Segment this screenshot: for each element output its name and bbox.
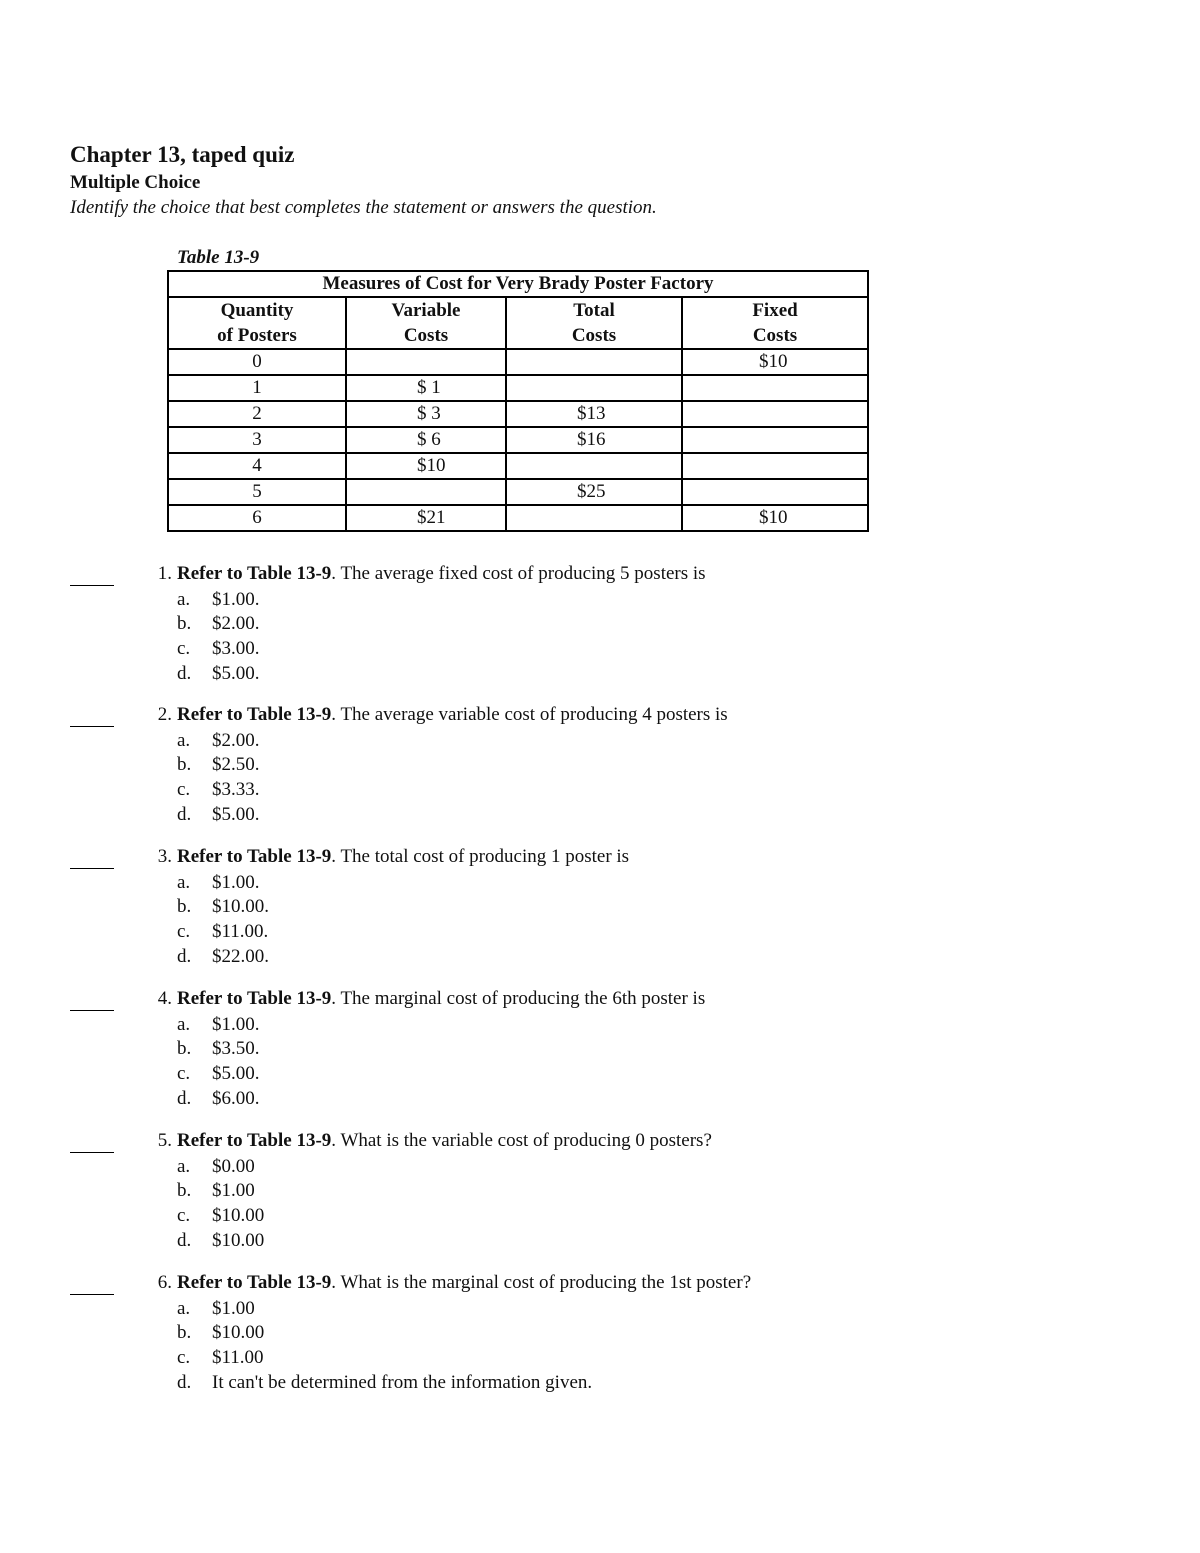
choice-list bbox=[177, 1013, 260, 1112]
table-row bbox=[168, 479, 868, 505]
section-heading: Multiple Choice bbox=[70, 172, 201, 193]
choice-text: $6.00. bbox=[212, 1087, 260, 1109]
choice-text: $10.00 bbox=[212, 1229, 265, 1251]
choice-text: $2.00. bbox=[212, 729, 260, 751]
column-header-line: Variable bbox=[391, 300, 461, 321]
column-header-line: Fixed bbox=[752, 300, 798, 321]
table-cell: $ 3 bbox=[346, 401, 506, 427]
table-cell bbox=[346, 349, 506, 375]
choice-text: $10.00. bbox=[212, 896, 269, 918]
choice-letter: c. bbox=[177, 638, 191, 660]
choice-letter: d. bbox=[177, 1371, 192, 1393]
answer-blank[interactable] bbox=[70, 1272, 114, 1295]
question-text: . What is the variable cost of producing 0 posters? bbox=[331, 1130, 712, 1151]
answer-choice bbox=[177, 612, 260, 637]
choice-text: $11.00. bbox=[212, 921, 269, 943]
question-reference: Refer to Table 13-9 bbox=[177, 563, 332, 584]
answer-choice bbox=[177, 1346, 592, 1371]
question-reference: Refer to Table 13-9 bbox=[177, 846, 332, 867]
answer-choice bbox=[177, 1062, 260, 1087]
choice-list bbox=[177, 1155, 264, 1254]
question-number: 4. bbox=[157, 988, 172, 1009]
answer-blank[interactable] bbox=[70, 1130, 114, 1153]
table-cell bbox=[506, 505, 682, 531]
choice-text: $1.00. bbox=[212, 588, 260, 610]
choice-text: $3.50. bbox=[212, 1038, 260, 1060]
choice-letter: c. bbox=[177, 1063, 191, 1085]
table-cell: $ 1 bbox=[346, 375, 506, 401]
page-title: Chapter 13, taped quiz bbox=[70, 142, 295, 167]
table-header-row bbox=[168, 297, 868, 349]
answer-choice bbox=[177, 1297, 592, 1322]
answer-choice bbox=[177, 637, 260, 662]
choice-letter: d. bbox=[177, 945, 192, 967]
table-cell: $ 6 bbox=[346, 427, 506, 453]
column-header-line: Costs bbox=[403, 325, 449, 346]
question-stem bbox=[177, 846, 629, 868]
answer-choice bbox=[177, 1204, 264, 1229]
column-header bbox=[682, 297, 868, 349]
choice-text: $2.00. bbox=[212, 613, 260, 635]
answer-blank[interactable] bbox=[70, 846, 114, 869]
table-cell: $25 bbox=[506, 479, 682, 505]
table-cell: 3 bbox=[168, 427, 346, 453]
choice-letter: c. bbox=[177, 779, 191, 801]
table-body bbox=[168, 349, 868, 531]
choice-list bbox=[177, 871, 269, 970]
question-text: . The average variable cost of producing 4 posters is bbox=[331, 704, 728, 725]
choice-letter: d. bbox=[177, 662, 192, 684]
choice-text: $10.00 bbox=[212, 1205, 265, 1227]
answer-choice bbox=[177, 662, 260, 687]
table-row bbox=[168, 427, 868, 453]
table-caption-row bbox=[168, 271, 868, 297]
question-number: 5. bbox=[157, 1130, 172, 1151]
question-reference: Refer to Table 13-9 bbox=[177, 988, 332, 1009]
answer-choice bbox=[177, 729, 260, 754]
table-cell: $21 bbox=[346, 505, 506, 531]
choice-text: $1.00 bbox=[212, 1297, 255, 1319]
table-cell bbox=[682, 375, 868, 401]
table-cell: $10 bbox=[682, 505, 868, 531]
choice-letter: a. bbox=[177, 871, 191, 893]
answer-blank[interactable] bbox=[70, 563, 114, 586]
choice-letter: a. bbox=[177, 729, 191, 751]
table-cell: 6 bbox=[168, 505, 346, 531]
choice-letter: b. bbox=[177, 1180, 192, 1202]
table-row bbox=[168, 349, 868, 375]
column-header-line: of Posters bbox=[217, 325, 297, 346]
table-cell: 0 bbox=[168, 349, 346, 375]
column-header bbox=[506, 297, 682, 349]
choice-text: $11.00 bbox=[212, 1347, 264, 1369]
question-stem bbox=[177, 563, 706, 585]
column-header-line: Total bbox=[573, 300, 615, 321]
answer-choice bbox=[177, 1087, 260, 1112]
table-row bbox=[168, 401, 868, 427]
column-header-line: Costs bbox=[752, 325, 798, 346]
choice-text: $22.00. bbox=[212, 945, 269, 967]
choice-text: $10.00 bbox=[212, 1322, 265, 1344]
column-header bbox=[168, 297, 346, 349]
choice-list bbox=[177, 1297, 592, 1396]
table-cell bbox=[506, 375, 682, 401]
answer-choice bbox=[177, 1371, 592, 1396]
question-number: 6. bbox=[157, 1272, 172, 1293]
choice-text: $0.00 bbox=[212, 1155, 255, 1177]
table-label: Table 13-9 bbox=[177, 247, 260, 268]
answer-choice bbox=[177, 1321, 592, 1346]
table-cell: 2 bbox=[168, 401, 346, 427]
table-cell bbox=[682, 401, 868, 427]
choice-letter: a. bbox=[177, 1013, 191, 1035]
table-cell bbox=[682, 479, 868, 505]
instructions: Identify the choice that best completes the statement or answers the question. bbox=[70, 197, 657, 218]
column-header-line: Costs bbox=[571, 325, 617, 346]
choice-text: $5.00. bbox=[212, 1063, 260, 1085]
question-stem bbox=[177, 704, 728, 726]
answer-blank[interactable] bbox=[70, 704, 114, 727]
choice-letter: a. bbox=[177, 1297, 191, 1319]
question-number: 1. bbox=[157, 563, 172, 584]
table-cell: $13 bbox=[506, 401, 682, 427]
question-stem bbox=[177, 1272, 751, 1294]
answer-choice bbox=[177, 753, 260, 778]
answer-choice bbox=[177, 871, 269, 896]
table-cell bbox=[506, 453, 682, 479]
question-text: . The total cost of producing 1 poster is bbox=[331, 846, 630, 867]
choice-letter: b. bbox=[177, 613, 192, 635]
choice-text: $5.00. bbox=[212, 803, 260, 825]
table-cell bbox=[506, 349, 682, 375]
choice-text: $5.00. bbox=[212, 662, 260, 684]
table-cell: $10 bbox=[682, 349, 868, 375]
table-cell bbox=[346, 479, 506, 505]
choice-text: $1.00 bbox=[212, 1180, 255, 1202]
choice-text: It can't be determined from the information given. bbox=[212, 1371, 593, 1393]
choice-text: $3.00. bbox=[212, 638, 260, 660]
table-cell: $10 bbox=[346, 453, 506, 479]
table-cell: $16 bbox=[506, 427, 682, 453]
choice-list bbox=[177, 588, 260, 687]
table-cell bbox=[682, 427, 868, 453]
answer-choice bbox=[177, 1229, 264, 1254]
question-number: 2. bbox=[157, 704, 172, 725]
answer-choice bbox=[177, 895, 269, 920]
column-header bbox=[346, 297, 506, 349]
choice-letter: c. bbox=[177, 1347, 191, 1369]
table-row bbox=[168, 375, 868, 401]
question-text: . The marginal cost of producing the 6th poster is bbox=[331, 988, 706, 1009]
choice-text: $2.50. bbox=[212, 754, 260, 776]
answer-blank[interactable] bbox=[70, 988, 114, 1011]
question-reference: Refer to Table 13-9 bbox=[177, 704, 332, 725]
cost-table bbox=[167, 270, 869, 532]
answer-choice bbox=[177, 1155, 264, 1180]
choice-letter: a. bbox=[177, 1155, 191, 1177]
table-caption: Measures of Cost for Very Brady Poster Factory bbox=[168, 271, 868, 297]
answer-choice bbox=[177, 803, 260, 828]
choice-letter: d. bbox=[177, 1229, 192, 1251]
choice-letter: c. bbox=[177, 921, 191, 943]
choice-letter: b. bbox=[177, 1322, 192, 1344]
answer-choice bbox=[177, 1179, 264, 1204]
choice-letter: b. bbox=[177, 896, 192, 918]
choice-text: $1.00. bbox=[212, 1013, 260, 1035]
choice-letter: d. bbox=[177, 1087, 192, 1109]
table-cell: 5 bbox=[168, 479, 346, 505]
question-text: . The average fixed cost of producing 5 posters is bbox=[331, 563, 706, 584]
answer-choice bbox=[177, 778, 260, 803]
answer-choice bbox=[177, 1013, 260, 1038]
choice-letter: d. bbox=[177, 803, 192, 825]
table-cell: 4 bbox=[168, 453, 346, 479]
answer-choice bbox=[177, 920, 269, 945]
question-text: . What is the marginal cost of producing the 1st poster? bbox=[331, 1272, 752, 1293]
choice-letter: b. bbox=[177, 754, 192, 776]
question-reference: Refer to Table 13-9 bbox=[177, 1272, 332, 1293]
table-row bbox=[168, 453, 868, 479]
answer-choice bbox=[177, 1037, 260, 1062]
table-cell: 1 bbox=[168, 375, 346, 401]
question-stem bbox=[177, 1130, 712, 1152]
table-cell bbox=[682, 453, 868, 479]
choice-letter: c. bbox=[177, 1205, 191, 1227]
answer-choice bbox=[177, 588, 260, 613]
choice-text: $1.00. bbox=[212, 871, 260, 893]
choice-letter: b. bbox=[177, 1038, 192, 1060]
question-stem bbox=[177, 988, 705, 1010]
choice-list bbox=[177, 729, 260, 828]
question-number: 3. bbox=[157, 846, 172, 867]
choice-text: $3.33. bbox=[212, 779, 260, 801]
answer-choice bbox=[177, 945, 269, 970]
choice-letter: a. bbox=[177, 588, 191, 610]
question-reference: Refer to Table 13-9 bbox=[177, 1130, 332, 1151]
table-row bbox=[168, 505, 868, 531]
column-header-line: Quantity bbox=[220, 300, 294, 321]
